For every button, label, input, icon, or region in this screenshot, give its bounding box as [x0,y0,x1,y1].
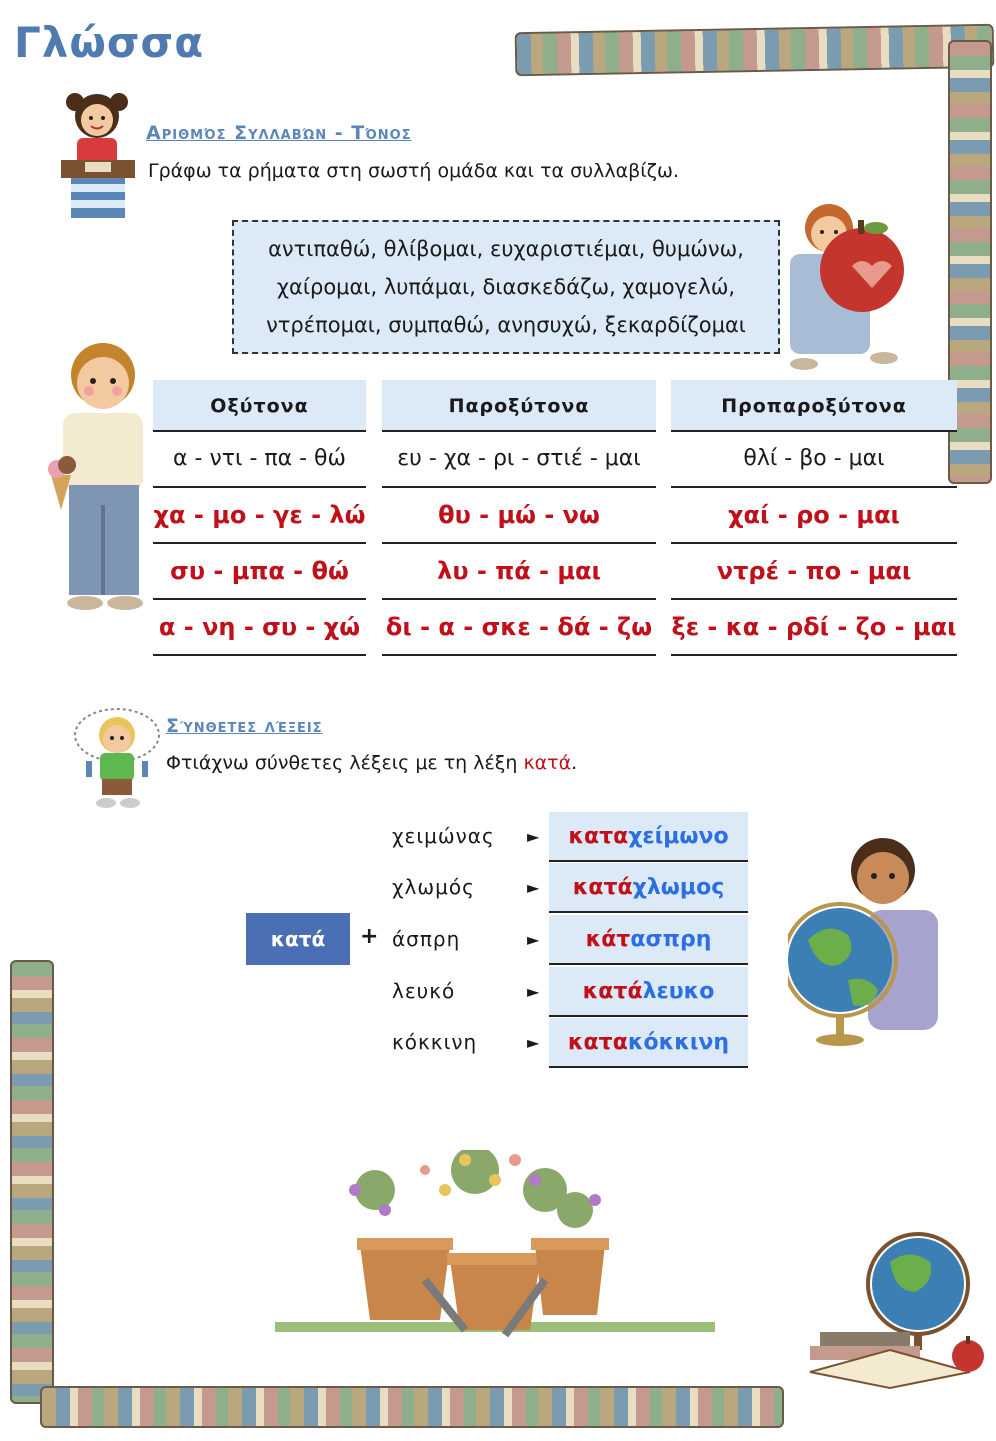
plus-sign: + [360,924,379,949]
result-prefix: κατα [567,1030,628,1055]
column-paroxytona [382,380,656,656]
result-suffix: χλωμος [632,875,725,900]
column-oxytona [153,380,366,656]
prefix-box: κατά [246,913,350,965]
verb-word-box [232,220,780,354]
word-line: ντρέπομαι, συμπαθώ, ανησυχώ, ξεκαρδίζομαι [266,313,746,337]
word-line: χαίρομαι, λυπάμαι, διασκεδάζω, χαμογελώ, [276,275,736,299]
section2-heading: Σύνθετες λέξεις [166,715,323,737]
table-cell-answer: χα - μο - γε - λώ [153,488,366,544]
result-prefix: κατά [582,979,643,1004]
arrow-right-icon: ► [527,930,540,949]
table-cell-answer: χαί - ρο - μαι [671,488,957,544]
result-suffix: χείμωνο [628,824,729,849]
boy-with-icecream-illustration [45,335,155,615]
girl-at-desk-illustration [55,88,140,226]
instruction-period: . [571,752,578,774]
compound-result [549,967,748,1017]
page-title: Γλώσσα [14,18,205,67]
table-cell-example: α - ντι - πα - θώ [153,432,366,488]
instruction-text: Φτιάχνω σύνθετες λέξεις με τη λέξη [166,752,524,774]
compound-result [549,915,748,965]
table-cell-example: ευ - χα - ρι - στιέ - μαι [382,432,656,488]
flower-pots-illustration [275,1150,715,1350]
section1-instruction: Γράφω τα ρήματα στη σωστή ομάδα και τα συλλαβίζω. [148,160,679,182]
table-cell-answer: λυ - πά - μαι [382,544,656,600]
jumping-rope-kid-illustration [72,705,162,813]
books-border-left [10,960,54,1404]
compound-result [549,812,748,862]
table-cell-answer: δι - α - σκε - δά - ζω [382,600,656,656]
compound-result [549,1018,748,1068]
table-cell-answer: ντρέ - πο - μαι [671,544,957,600]
result-suffix: κόκκινη [627,1030,730,1055]
base-word: χλωμός [392,875,475,899]
kid-with-globe-illustration [788,830,953,1052]
books-border-bottom [40,1386,784,1428]
table-cell-answer: α - νη - συ - χώ [153,600,366,656]
base-word: κόκκινη [392,1030,478,1054]
table-cell-answer: συ - μπα - θώ [153,544,366,600]
table-cell-answer: ξε - κα - ρδί - ζο - μαι [671,600,957,656]
arrow-right-icon: ► [527,827,540,846]
arrow-right-icon: ► [527,878,540,897]
compound-result [549,863,748,913]
result-prefix: κατά [572,875,633,900]
boy-with-apple-illustration [784,198,914,374]
column-header: Προπαροξύτονα [671,380,957,432]
base-word: λευκό [392,979,456,1003]
result-suffix: λευκο [642,979,715,1004]
table-cell-example: θλί - βο - μαι [671,432,957,488]
arrow-right-icon: ► [527,1033,540,1052]
result-prefix: κατα [568,824,629,849]
section2-instruction [166,752,577,774]
table-cell-answer: θυ - μώ - νω [382,488,656,544]
result-prefix: κάτ [585,927,631,952]
section1-heading: Αριθμός Συλλαβών - Τόνος [146,122,412,144]
result-suffix: ασπρη [630,927,712,952]
books-and-globe-illustration [800,1232,990,1392]
instruction-keyword: κατά [523,752,572,774]
word-line: αντιπαθώ, θλίβομαι, ευχαριστιέμαι, θυμώνω, [268,237,744,261]
column-header: Οξύτονα [153,380,366,432]
column-proparoxytona [671,380,957,656]
column-header: Παροξύτονα [382,380,656,432]
books-border-top [515,24,995,76]
base-word: άσπρη [392,927,461,951]
arrow-right-icon: ► [527,982,540,1001]
base-word: χειμώνας [392,824,495,848]
